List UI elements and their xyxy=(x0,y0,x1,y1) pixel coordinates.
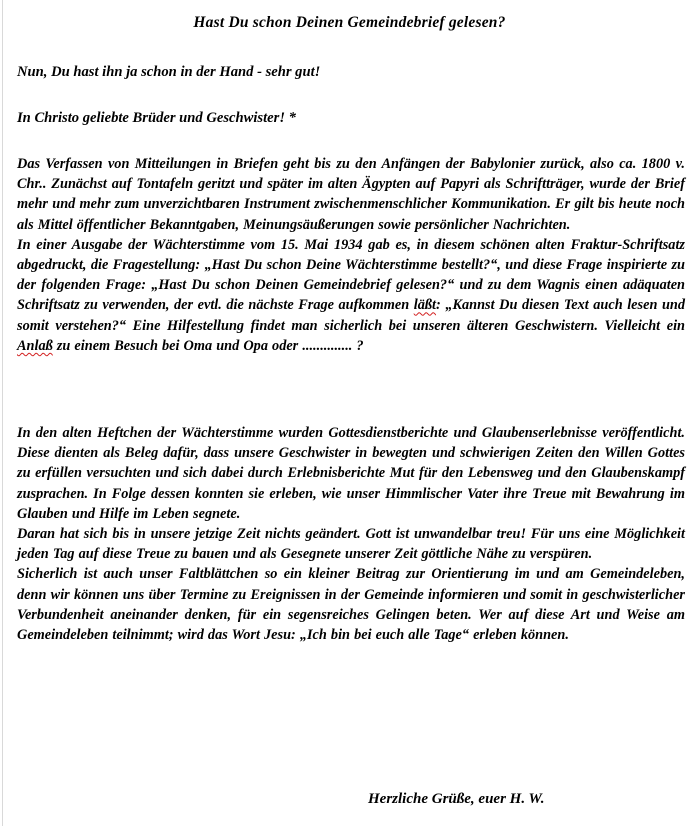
greeting-line: In Christo geliebte Brüder und Geschwister! * xyxy=(17,110,296,126)
signature-line: Herzliche Grüße, euer H. W. xyxy=(368,791,545,807)
paragraph-treue: Daran hat sich bis in unsere jetzige Zeit nichts geändert. Gott ist unwandelbar treu! Für uns eine Möglichkeit jeden Tag auf diese Treue zu bauen und als Gesegnete unserer Zeit göttliche Nähe zu verspüren. xyxy=(17,526,685,563)
paragraph-heftchen: In den alten Heftchen der Wächterstimme wurden Gottesdienstberichte und Glaubenserlebnisse veröffentlicht. Diese dienten als Beleg dafür, dass unsere Geschwister in bewegten und schwierigen Zeiten den Willen Gottes zu erfüllen versuchten und sich dabei durch Erlebnisberichte Mut für den Lebensweg und den Glaubenskampf zusprachen. In Folge dessen konnten sie erleben, wie unser Himmlischer Vater ihre Treue mit Bewahrung im Glauben und Hilfe im Leben segnete. xyxy=(17,425,685,522)
misspelled-word-laesst[interactable]: läßt xyxy=(413,297,437,314)
paragraph-waechterstimme xyxy=(17,235,685,356)
paragraph-history: Das Verfassen von Mitteilungen in Briefen geht bis zu den Anfängen der Babylonier zurück, also ca. 1800 v. Chr.. Zunächst auf Tontafeln geritzt und später im alten Ägypten auf Papyri als Schriftträger, wurde der Brief mehr und mehr zum unverzichtbaren Instrument zwischenmenschlicher Kommunikation. Er gilt bis heute noch als Mittel öffentlicher Bekanntgaben, Meinungsäußerungen sowie persönlicher Nachrichten. xyxy=(17,156,685,233)
p2-text-end: zu einem Besuch bei Oma und Opa oder .............. ? xyxy=(56,337,364,354)
misspelled-word-anlass[interactable]: Anlaß xyxy=(17,337,53,354)
paragraph-faltblaettchen: Sicherlich ist auch unser Faltblättchen so ein kleiner Beitrag zur Orientierung im und am Gemeindeleben, denn wir können uns über Termine zu Ereignissen in der Gemeinde informieren und somit in geschwisterlicher Verbundenheit aneinander denken, für ein segensreiches Gelingen beten. Wer auf diese Art und Weise am Gemeindeleben teilnimmt; wird das Wort Jesu: „Ich bin bei euch alle Tage“ erleben können. xyxy=(17,566,685,644)
page-edge-line xyxy=(2,0,3,826)
body-paragraphs-top xyxy=(17,154,685,356)
p2-text-start: In einer Ausgabe der Wächterstimme vom 15. Mai 1934 gab es, in diesem schönen alten Fraktur-Schriftsatz abgedruckt, die Fragestellung: „Hast Du schon Deine Wächterstimme bestellt?“, und diese Frage inspirierte zu der folgenden Frage: „Hast Du schon Deinen Gemeindebrief gelesen?“ und zu dem Wagnis einen adäquaten Schriftsatz zu verwenden, der evtl. die nächste Frage aufkommen xyxy=(17,236,685,314)
document-title: Hast Du schon Deinen Gemeindebrief gelesen? xyxy=(193,14,506,31)
p2-text-middle: : „Kannst Du diesen Text auch lesen und somit verstehen?“ Eine Hilfestellung findet man sicherlich bei unseren älteren Geschwistern. Vielleicht ein xyxy=(17,297,685,334)
intro-line: Nun, Du hast ihn ja schon in der Hand - sehr gut! xyxy=(17,64,321,80)
body-paragraphs-bottom xyxy=(17,423,685,645)
